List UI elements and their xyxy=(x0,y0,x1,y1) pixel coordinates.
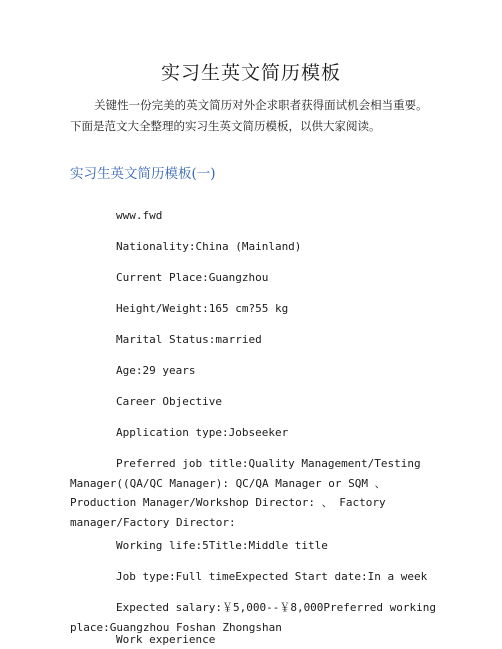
resume-line-application-type: Application type:Jobseeker xyxy=(116,426,289,439)
resume-line-marital-status: Marital Status:married xyxy=(116,333,262,346)
page-title: 实习生英文简历模板 xyxy=(160,62,341,84)
resume-line-nationality: Nationality:China (Mainland) xyxy=(116,240,302,253)
preferred-job-title-paragraph: Preferred job title:Quality Management/Testing Manager((QA/QC Manager): QC/QA Manager or SQM 、 Production Manager/Workshop Director: 、 Factory manager/Factory Director: xyxy=(70,457,421,529)
resume-line-height-weight: Height/Weight:165 cm?55 kg xyxy=(116,302,289,315)
resume-line-work-experience: Work experience xyxy=(116,633,216,646)
resume-line-career-objective: Career Objective xyxy=(116,395,222,408)
resume-line-age: Age:29 years xyxy=(116,364,196,377)
resume-line-working-life: Working life:5Title:Middle title xyxy=(116,539,328,552)
intro-paragraph: 关键性一份完美的英文简历对外企求职者获得面试机会相当重要。下面是范文大全整理的实习生英文简历模板，以供大家阅读。 xyxy=(70,98,428,133)
resume-line-job-type: Job type:Full timeExpected Start date:In a week xyxy=(116,570,428,583)
resume-line-current-place: Current Place:Guangzhou xyxy=(116,271,269,284)
section-heading: 实习生英文简历模板(一) xyxy=(70,166,216,182)
expected-salary-paragraph: Expected salary:￥5,000--￥8,000Preferred working place:Guangzhou Foshan Zhongshan xyxy=(70,601,437,634)
resume-line-website: www.fwd xyxy=(116,209,163,222)
